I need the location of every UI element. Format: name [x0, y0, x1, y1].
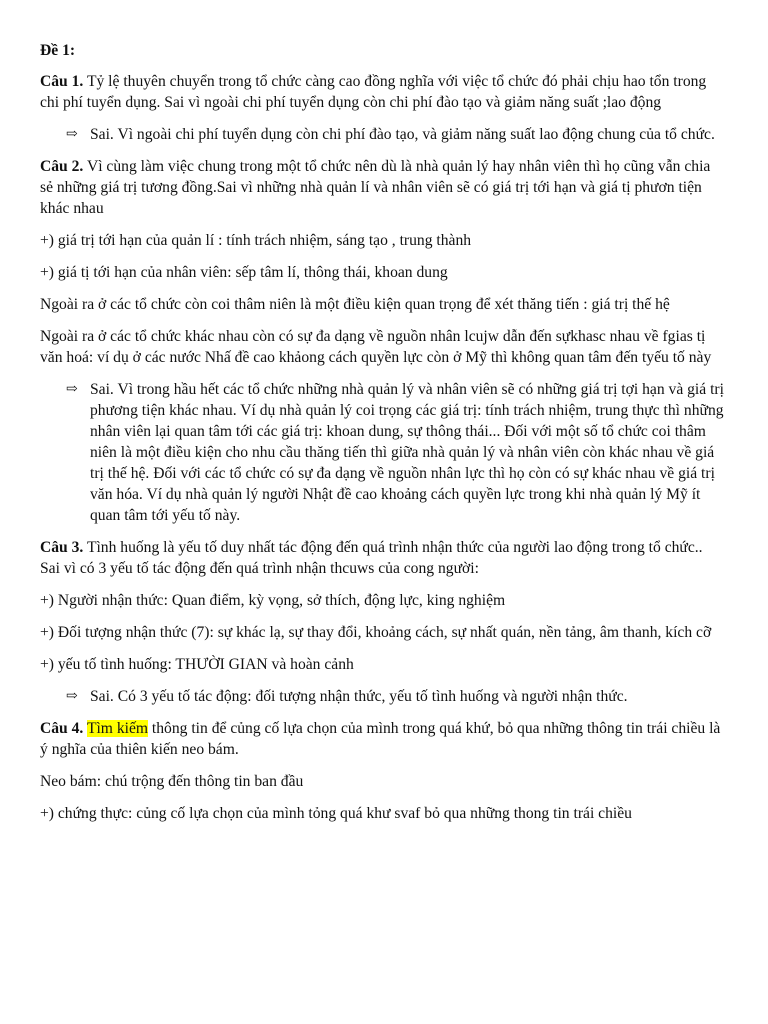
- question-2-label: Câu 2.: [40, 158, 84, 175]
- arrow-right-icon: ⇨: [66, 689, 78, 704]
- question-2-answer: [40, 379, 724, 526]
- question-4-label: Câu 4.: [40, 720, 84, 737]
- arrow-right-icon: ⇨: [66, 127, 78, 142]
- question-4-text: thông tin để củng cố lựa chọn của mình trong quá khứ, bỏ qua những thông tin trái chiều là ý nghĩa của thiên kiến neo bám.: [40, 720, 721, 758]
- question-1: [40, 71, 724, 113]
- question-1-answer: [40, 124, 724, 145]
- document-title: Đề 1:: [40, 42, 76, 59]
- question-2-text: Vì cùng làm việc chung trong một tổ chức nên dù là nhà quản lý hay nhân viên thì họ cũng vẫn chia sẻ những giá trị tương đồng.Sai vì những nhà quản lí và nhân viên sẽ có giá trị tới hạn và giá tị phươn tiện khác nhau: [40, 158, 711, 217]
- question-2-line-1: +) giá trị tới hạn của quản lí : tính trách nhiệm, sáng tạo , trung thành: [40, 232, 472, 249]
- question-4-highlight: Tìm kiếm: [86, 720, 149, 737]
- question-4-line-2: +) chứng thực: củng cố lựa chọn của mình tỏng quá khư svaf bỏ qua những thong tin trái chiều: [40, 805, 632, 822]
- arrow-right-icon: ⇨: [66, 382, 78, 397]
- question-3-label: Câu 3.: [40, 539, 84, 556]
- question-1-text: Tỷ lệ thuyên chuyển trong tổ chức càng cao đồng nghĩa với việc tổ chức đó phải chịu hao tổn trong chi phí tuyển dụng. Sai vì ngoài chi phí tuyển dụng còn chi phí đào tạo và giảm năng suất ;lao động: [40, 73, 707, 111]
- question-1-answer-text: Sai. Vì ngoài chi phí tuyển dụng còn chi phí đào tạo, và giảm năng suất lao động chung của tổ chức.: [90, 126, 715, 143]
- question-3-text: Tình huống là yếu tố duy nhất tác động đến quá trình nhận thức của người lao động trong tổ chức.. Sai vì có 3 yếu tố tác động đến quá trình nhận thcuws của cong người:: [40, 539, 703, 577]
- question-4-line-1: Neo bám: chú trộng đến thông tin ban đầu: [40, 773, 304, 790]
- question-3: [40, 537, 724, 579]
- question-2-line-2: +) giá tị tới hạn của nhân viên: sếp tâm lí, thông thái, khoan dung: [40, 264, 448, 281]
- question-3-line-1: +) Người nhận thức: Quan điểm, kỳ vọng, sở thích, động lực, king nghiệm: [40, 592, 506, 609]
- question-2: [40, 156, 724, 219]
- question-3-line-2: +) Đối tượng nhận thức (7): sự khác lạ, sự thay đổi, khoảng cách, sự nhất quán, nền tảng, âm thanh, kích cỡ: [40, 624, 712, 641]
- question-3-line-3: +) yếu tố tình huống: THƯỜI GIAN và hoàn cảnh: [40, 656, 354, 673]
- question-2-answer-text: Sai. Vì trong hầu hết các tổ chức những nhà quản lý và nhân viên sẽ có những giá trị tợi hạn và giá trị phương tiện khác nhau. Ví dụ nhà quản lý coi trọng các giá trị: tính trách nhiệm, trung thực thì những nhân viên lại quan tâm tới các giá trị: khoan dung, sự thông thái... Đối với một số tổ chức coi thâm niên là một điều kiện cho nhu cầu thăng tiến thì giữa nhà quản lý và nhân viên còn khác nhau về giá trị thế hệ. Đối với các tổ chức có sự đa dạng về nguồn nhân lực thì họ còn có sự khác nhau về giá trị văn hóa. Ví dụ nhà quản lý người Nhật đề cao khoảng cách quyền lực trong khi nhà quản lý Mỹ ít quan tâm tới yếu tố này.: [90, 381, 724, 524]
- question-2-line-3: Ngoài ra ở các tổ chức còn coi thâm niên là một điều kiện quan trọng để xét thăng tiến : giá trị thế hệ: [40, 296, 670, 313]
- document-page: [40, 40, 724, 835]
- question-3-answer-text: Sai. Có 3 yếu tố tác động: đối tượng nhận thức, yếu tố tình huống và người nhận thức.: [90, 688, 628, 705]
- question-2-line-4: Ngoài ra ở các tổ chức khác nhau còn có sự đa dạng về nguồn nhân lcujw dẫn đến sựkhasc nhau về fgias tị văn hoá: ví dụ ở các nước Nhấ đề cao khảong cách quyền lực còn ở Mỹ thì không quan tâm đến tyếu tố này: [40, 328, 712, 366]
- question-4: [40, 718, 724, 760]
- question-3-answer: [40, 686, 724, 707]
- question-1-label: Câu 1.: [40, 73, 84, 90]
